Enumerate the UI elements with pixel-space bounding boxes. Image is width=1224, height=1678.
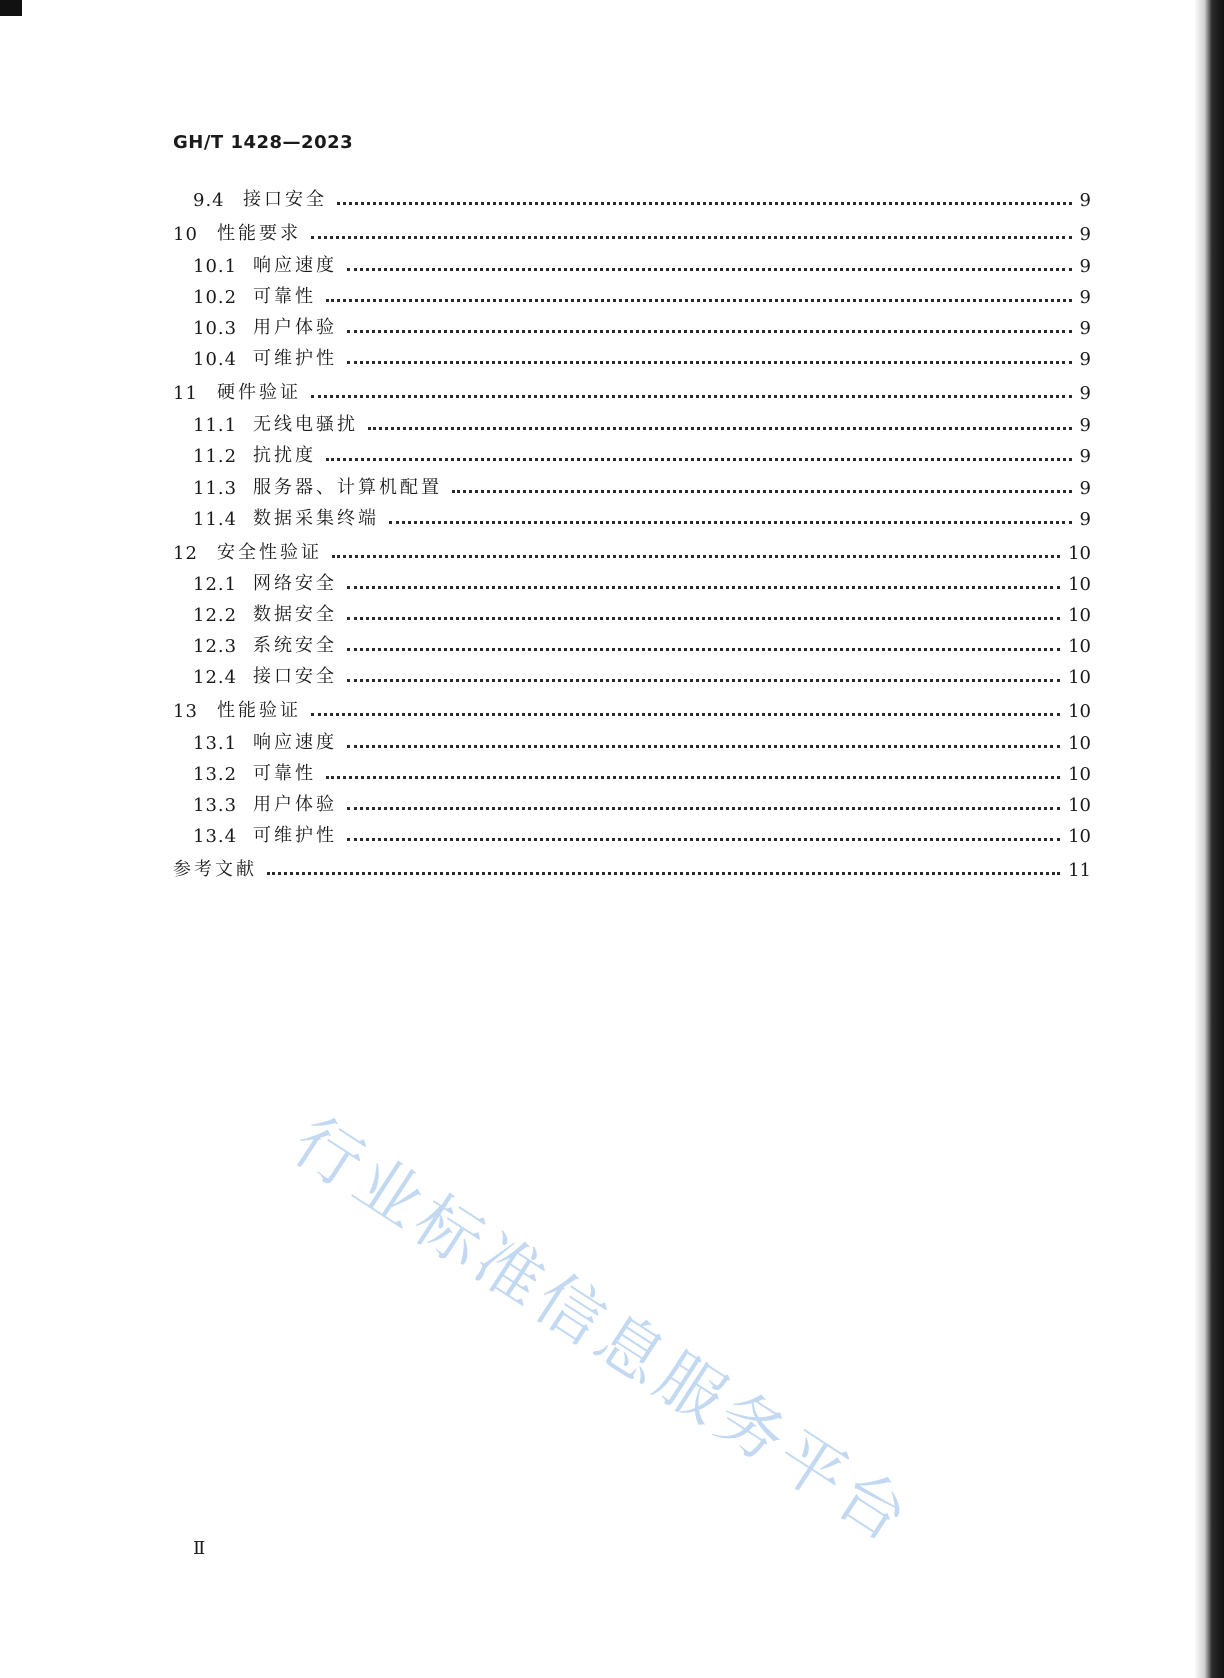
- toc-entry[interactable]: [173, 694, 1091, 722]
- toc-entry-page: 10: [1068, 764, 1091, 785]
- toc-dot-leader: [347, 586, 1060, 589]
- toc-entry[interactable]: [173, 376, 1091, 404]
- toc-entry-number: 13: [173, 701, 198, 722]
- toc-entry-page: 9: [1079, 509, 1091, 530]
- toc-entry-page: 10: [1068, 574, 1091, 595]
- toc-entry-page: 10: [1068, 795, 1091, 816]
- toc-dot-leader: [332, 555, 1060, 558]
- toc-entry-page: 9: [1079, 446, 1091, 467]
- toc-entry-number: 11.3: [193, 478, 238, 499]
- toc-dot-leader: [347, 268, 1072, 271]
- toc-entry-number: 12.2: [193, 605, 238, 626]
- toc-entry-number: 12.4: [193, 667, 238, 688]
- toc-entry-number: 13.2: [193, 764, 238, 785]
- toc-entry[interactable]: [173, 536, 1091, 564]
- toc-entry-page: 9: [1079, 478, 1091, 499]
- toc-dot-leader: [347, 679, 1060, 682]
- document-code-header: GH/T 1428—2023: [173, 132, 354, 153]
- toc-entry-page: 10: [1068, 667, 1091, 688]
- toc-entry-title: 服务器、计算机配置: [253, 477, 442, 498]
- toc-entry-title: 数据采集终端: [253, 508, 379, 529]
- toc-entry[interactable]: [173, 598, 1091, 626]
- toc-entry-title: 参考文献: [173, 859, 257, 880]
- toc-dot-leader: [389, 521, 1072, 524]
- toc-entry-number: 11: [173, 383, 198, 404]
- toc-entry[interactable]: [173, 629, 1091, 657]
- toc-entry-title: 性能验证: [217, 700, 301, 721]
- toc-dot-leader: [347, 838, 1060, 841]
- toc-dot-leader: [337, 202, 1072, 205]
- toc-entry[interactable]: [173, 408, 1091, 436]
- toc-entry-title: 响应速度: [253, 732, 337, 753]
- toc-entry-page: 10: [1068, 733, 1091, 754]
- toc-entry-page: 9: [1079, 349, 1091, 370]
- toc-entry-number: 9.4: [193, 190, 225, 211]
- toc-entry-page: 9: [1079, 287, 1091, 308]
- toc-entry-page: 9: [1079, 224, 1091, 245]
- toc-entry-title: 接口安全: [243, 189, 327, 210]
- toc-entry[interactable]: [173, 439, 1091, 467]
- toc-entry[interactable]: [173, 280, 1091, 308]
- toc-entry-title: 可维护性: [253, 348, 337, 369]
- toc-entry[interactable]: [173, 726, 1091, 754]
- toc-entry[interactable]: [173, 757, 1091, 785]
- toc-entry-number: 11.4: [193, 509, 238, 530]
- toc-entry[interactable]: [173, 819, 1091, 847]
- toc-dot-leader: [347, 745, 1060, 748]
- toc-entry[interactable]: [173, 660, 1091, 688]
- toc-entry-title: 硬件验证: [217, 382, 301, 403]
- toc-entry[interactable]: [173, 249, 1091, 277]
- toc-entry-title: 接口安全: [253, 666, 337, 687]
- toc-entry-page: 9: [1079, 415, 1091, 436]
- scan-edge-shadow: [1194, 0, 1224, 1678]
- toc-entry-title: 安全性验证: [217, 542, 322, 563]
- toc-entry[interactable]: [173, 183, 1091, 211]
- toc-entry-number: 11.2: [193, 446, 238, 467]
- toc-entry-number: 13.3: [193, 795, 238, 816]
- toc-entry-page: 9: [1079, 256, 1091, 277]
- toc-dot-leader: [311, 395, 1072, 398]
- toc-dot-leader: [347, 361, 1072, 364]
- toc-entry-page: 10: [1068, 826, 1091, 847]
- toc-dot-leader: [326, 458, 1072, 461]
- toc-entry-number: 13.4: [193, 826, 238, 847]
- toc-dot-leader: [326, 776, 1060, 779]
- toc-dot-leader: [311, 713, 1060, 716]
- toc-dot-leader: [311, 236, 1072, 239]
- watermark-text: 行业标准信息服务平台: [279, 1102, 926, 1560]
- page-number-roman: Ⅱ: [193, 1538, 206, 1559]
- toc-entry-page: 9: [1079, 190, 1091, 211]
- toc-entry-number: 13.1: [193, 733, 238, 754]
- toc-entry-number: 12.3: [193, 636, 238, 657]
- toc-entry-page: 11: [1068, 860, 1091, 881]
- toc-entry[interactable]: [173, 311, 1091, 339]
- toc-entry-title: 可维护性: [253, 825, 337, 846]
- toc-entry-title: 网络安全: [253, 573, 337, 594]
- toc-entry-title: 用户体验: [253, 794, 337, 815]
- toc-entry-title: 可靠性: [253, 763, 316, 784]
- toc-dot-leader: [347, 617, 1060, 620]
- toc-entry-title: 性能要求: [217, 223, 301, 244]
- toc-entry-title: 可靠性: [253, 286, 316, 307]
- toc-entry[interactable]: [173, 342, 1091, 370]
- toc-entry-title: 无线电骚扰: [253, 414, 358, 435]
- toc-entry[interactable]: [173, 471, 1091, 499]
- toc-entry-title: 用户体验: [253, 317, 337, 338]
- toc-entry-number: 10.3: [193, 318, 238, 339]
- toc-entry-number: 10: [173, 224, 198, 245]
- toc-entry[interactable]: [173, 567, 1091, 595]
- toc-dot-leader: [347, 648, 1060, 651]
- toc-entry-number: 12.1: [193, 574, 238, 595]
- toc-dot-leader: [347, 330, 1072, 333]
- toc-entry-number: 10.2: [193, 287, 238, 308]
- toc-dot-leader: [267, 872, 1060, 875]
- toc-entry-page: 10: [1068, 543, 1091, 564]
- toc-entry-title: 系统安全: [253, 635, 337, 656]
- toc-entry-page: 9: [1079, 383, 1091, 404]
- toc-entry-number: 10.4: [193, 349, 238, 370]
- toc-dot-leader: [347, 807, 1060, 810]
- toc-entry-title: 数据安全: [253, 604, 337, 625]
- toc-entry-number: 12: [173, 543, 198, 564]
- toc-entry[interactable]: [173, 502, 1091, 530]
- toc-entry-number: 10.1: [193, 256, 238, 277]
- toc-dot-leader: [326, 299, 1072, 302]
- toc-entry-references[interactable]: [173, 853, 1091, 881]
- toc-entry-page: 10: [1068, 701, 1091, 722]
- toc-dot-leader: [368, 427, 1072, 430]
- toc-entry-title: 抗扰度: [253, 445, 316, 466]
- toc-entry[interactable]: [173, 788, 1091, 816]
- toc-entry-page: 9: [1079, 318, 1091, 339]
- toc-entry-page: 10: [1068, 636, 1091, 657]
- toc-entry-title: 响应速度: [253, 255, 337, 276]
- toc-entry[interactable]: [173, 217, 1091, 245]
- scan-corner-mark: [0, 0, 22, 16]
- toc-entry-page: 10: [1068, 605, 1091, 626]
- toc-dot-leader: [452, 490, 1072, 493]
- toc-entry-number: 11.1: [193, 415, 238, 436]
